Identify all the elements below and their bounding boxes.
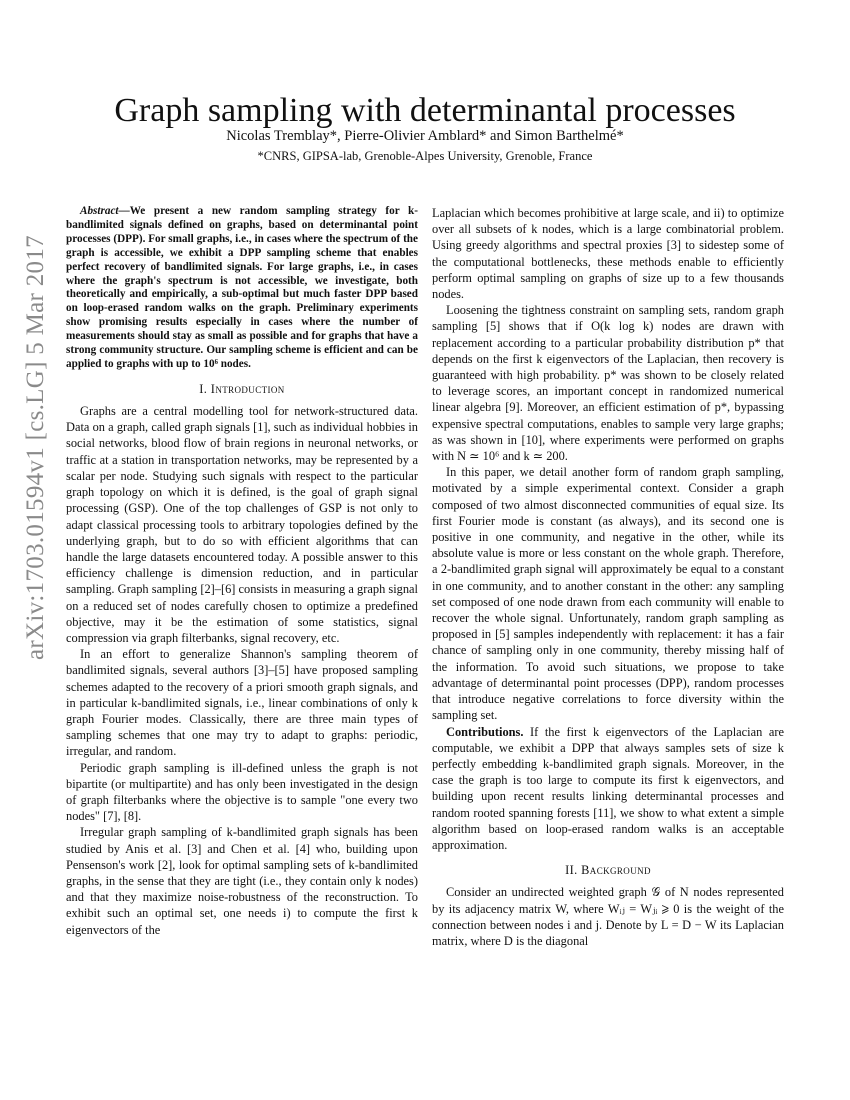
paragraph: Laplacian which becomes prohibitive at large scale, and ii) to optimize over all subsets of k nodes, which is a large combinatorial problem. Using greedy algorithms and spectral proxies [3] to sidestep some of the computational bottlenecks, these methods enable to efficiently perform optimal sampling on graphs of size up to a few thousands nodes. — [432, 206, 784, 302]
paper-title: Graph sampling with determinantal processes — [114, 91, 736, 129]
abstract-label: Abstract — [80, 205, 119, 217]
contributions-label: Contributions. — [446, 724, 524, 739]
paragraph: In this paper, we detail another form of random graph sampling, motivated by a simple experimental context. Consider a graph composed of two almost disconnected communities of equal size. Its first Fourier mode is constant (as always), and its second one is positive in one community, and negative in the other, while its absolute value is more or less constant on the whole graph. Therefore, a 2-bandlimited graph signal will approximately be equal to a constant in one community, and to another constant in the other: any sampling set composed of one node drawn from each community will enable to recover the whole signal. Unfortunately, random graph sampling as proposed in [5] samples independently with replacement: it has a fair chance of sampling only in one community, thereby missing half of the information. To avoid such situations, we propose to take advantage of determinantal point processes (DPP), random processes that introduce negative correlations to force diversity within the sampling set. — [432, 465, 784, 723]
paragraph-contributions — [432, 724, 784, 854]
abstract-text: —We present a new random sampling strategy for k-bandlimited signals defined on graphs, based on determinantal point processes (DPP). For small graphs, i.e., in cases where the spectrum of the graph is accessible, we exhibit a DPP sampling scheme that enables perfect recovery of bandlimited signals. For large graphs, i.e., in cases where the graph's spectrum is not accessible, we investigate, both theoretically and empirically, a sub-optimal but much faster DPP based on loop-erased random walks on the graph. Preliminary experiments show promising results especially in cases where the number of measurements should stay as small as possible and for graphs that have a strong community structure. Our sampling scheme is efficient and can be applied to graphs with up to 10⁶ nodes. — [66, 205, 418, 370]
section-heading-background: II. Background — [565, 863, 651, 878]
abstract — [66, 205, 418, 372]
paper-affiliation: *CNRS, GIPSA-lab, Grenoble-Alpes University, Grenoble, France — [257, 149, 593, 163]
arxiv-watermark: arXiv:1703.01594v1 [cs.LG] 5 Mar 2017 — [22, 235, 49, 660]
paragraph: Loosening the tightness constraint on sampling sets, random graph sampling [5] shows that if O(k log k) nodes are drawn with replacement according to a particular probability distribution p* that depends on the first k eigenvectors of the Laplacian, then recovery is guaranteed with high probability. p* was shown to be closely related to leverage scores, an important concept in randomized numerical linear algebra [9]. Moreover, an efficient estimation of p*, bypassing expensive spectral computations, enables to sample very large graphs; as was shown in [10], where experiments were performed on graphs with N ≃ 10⁶ and k ≃ 200. — [432, 303, 784, 464]
section-heading-introduction: I. Introduction — [199, 381, 285, 396]
paragraph: Irregular graph sampling of k-bandlimited graph signals has been studied by Anis et al. [3] and Chen et al. [4] who, building upon Pensenson's work [2], look for optimal sampling sets of k-bandlimited graphs, in the sense that they are tight (i.e., they contain only k nodes) and that they maximize noise-robustness of the reconstruction. To exhibit such an optimal set, one needs i) to compute the first k eigenvectors of the — [66, 825, 418, 937]
paragraph: Periodic graph sampling is ill-defined unless the graph is not bipartite (or multipartite) and has only been investigated in the design of graph filterbanks where the objective is to sample "one every two nodes" [7], [8]. — [66, 760, 418, 824]
right-column — [432, 205, 784, 949]
paper-authors: Nicolas Tremblay*, Pierre-Olivier Amblard* and Simon Barthelmé* — [226, 128, 624, 144]
left-column — [66, 205, 418, 938]
contributions-text: If the first k eigenvectors of the Laplacian are computable, we exhibit a DPP that always samples sets of size k perfectly embedding k-bandlimited graph signals. Moreover, in the case the graph is too large to compute its first k eigenvectors, and building upon recent results linking determinantal processes and random rooted spanning forests [11], we show to what extent a simple algorithm based on loop-erased random walks is an acceptable approximation. — [432, 724, 784, 852]
paragraph: Graphs are a central modelling tool for network-structured data. Data on a graph, called graph signals [1], such as individual hobbies in social networks, blood flow of brain regions in neuronal networks, or traffic at a station in transportation networks, may be represented by a scalar per node. Studying such signals with respect to the particular graph topology on which it is defined, is the goal of graph signal processing (GSP). One of the top challenges of GSP is not only to adapt classical processing tools to arbitrary topologies defined by the underlying graph, but to do so with efficient algorithms that can handle the large datasets encountered today. A possible answer to this efficiency challenge is dimension reduction, and in particular sampling. Graph sampling [2]–[6] consists in measuring a graph signal on a reduced set of nodes carefully chosen to optimize a predefined objective, may it be the estimation of some statistics, signal compression via graph filterbanks, signal recovery, etc. — [66, 404, 418, 645]
paragraph: Consider an undirected weighted graph 𝒢 of N nodes represented by its adjacency matrix W, where Wᵢⱼ = Wⱼᵢ ⩾ 0 is the weight of the connection between nodes i and j. Denote by L = D − W its Laplacian matrix, where D is the diagonal — [432, 885, 784, 948]
paragraph: In an effort to generalize Shannon's sampling theorem of bandlimited signals, several authors [3]–[5] have proposed sampling schemes adapted to the recovery of a priori smooth graph signals, and in particular k-bandlimited signals, i.e., linear combinations of only k graph Fourier modes. Classically, there are three main types of sampling schemes that one may try to adapt to graphs: periodic, irregular, and random. — [66, 647, 418, 759]
